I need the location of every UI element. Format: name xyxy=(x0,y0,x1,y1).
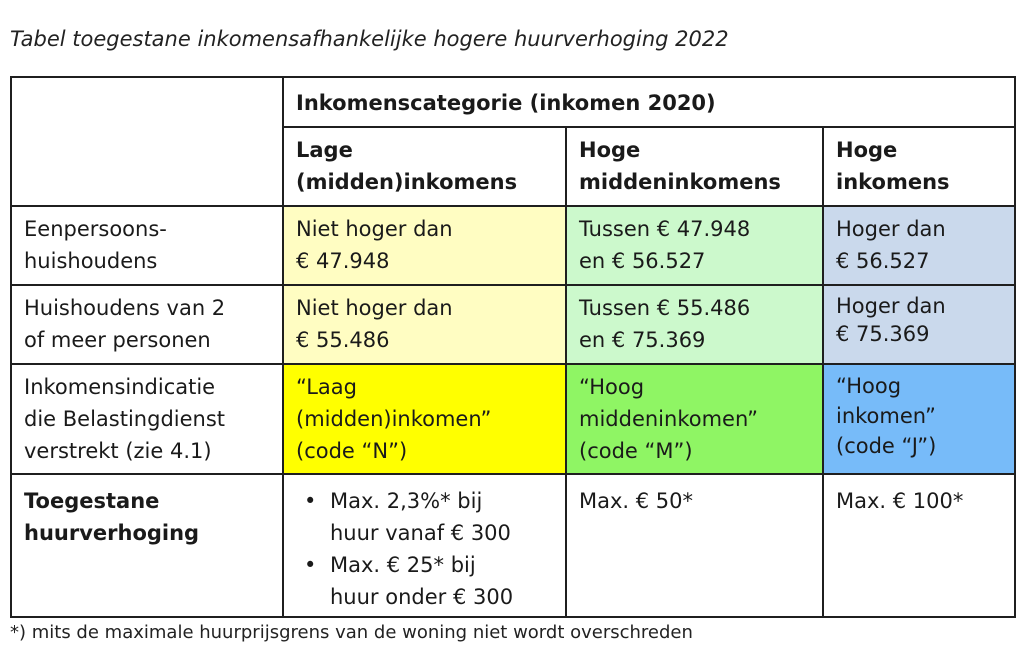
cell-indication-middle: “Hoog middeninkomen” (code “M”) xyxy=(566,364,823,474)
list-item: • Max. 2,3%* bij huur vanaf € 300 xyxy=(318,485,557,549)
rent-increase-table xyxy=(10,76,1016,618)
row-label-allowed-increase: Toegestane huurverhoging xyxy=(11,474,283,617)
cell-multi-middle: Tussen € 55.486 en € 75.369 xyxy=(566,285,823,364)
row-label-multi-person: Huishoudens van 2 of meer personen xyxy=(11,285,283,364)
empty-corner-cell xyxy=(11,77,283,206)
cell-multi-high: Hoger dan € 75.369 xyxy=(823,285,1015,364)
list-item: • Max. € 25* bij huur onder € 300 xyxy=(318,549,557,613)
table-title: Tabel toegestane inkomensafhankelijke hogere huurverhoging 2022 xyxy=(10,27,729,51)
income-category-header: Inkomenscategorie (inkomen 2020) xyxy=(283,77,1015,127)
column-header-high-income: Hoge inkomens xyxy=(823,127,1015,206)
cell-multi-low: Niet hoger dan € 55.486 xyxy=(283,285,566,364)
cell-indication-low: “Laag (midden)inkomen” (code “N”) xyxy=(283,364,566,474)
allowed-increase-bullet-list xyxy=(296,485,557,613)
cell-allowed-low xyxy=(283,474,566,617)
column-header-low-income: Lage (midden)inkomens xyxy=(283,127,566,206)
cell-indication-high: “Hoog inkomen” (code “J”) xyxy=(823,364,1015,474)
cell-single-low: Niet hoger dan € 47.948 xyxy=(283,206,566,285)
column-header-high-middle-income: Hoge middeninkomens xyxy=(566,127,823,206)
row-label-single-person: Eenpersoons- huishoudens xyxy=(11,206,283,285)
cell-allowed-high: Max. € 100* xyxy=(823,474,1015,617)
footnote: *) mits de maximale huurprijsgrens van de woning niet wordt overschreden xyxy=(10,622,693,643)
cell-allowed-middle: Max. € 50* xyxy=(566,474,823,617)
cell-single-middle: Tussen € 47.948 en € 56.527 xyxy=(566,206,823,285)
cell-single-high: Hoger dan € 56.527 xyxy=(823,206,1015,285)
row-label-income-indication: Inkomensindicatie die Belastingdienst verstrekt (zie 4.1) xyxy=(11,364,283,474)
